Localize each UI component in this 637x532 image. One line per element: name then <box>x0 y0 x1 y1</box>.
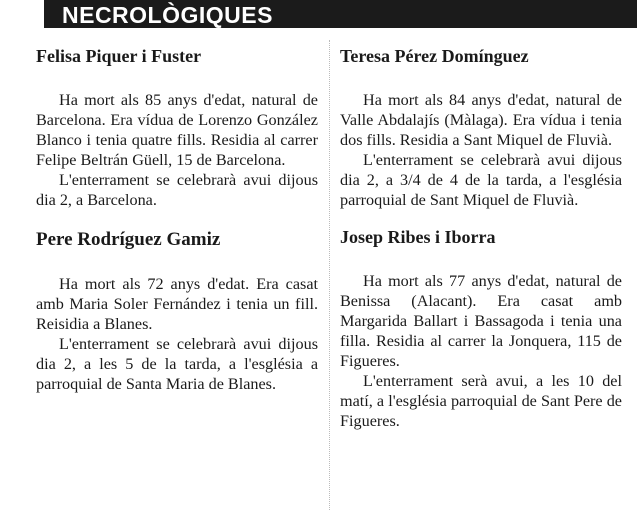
left-column <box>36 44 318 394</box>
obituary-name: Felisa Piquer i Fuster <box>36 46 202 66</box>
obituary-details: Ha mort als 72 anys d'edat. Era casat amb Maria Soler Fernández i tenia un fill. Reisidia a Blanes. <box>36 275 318 333</box>
obituary-name: Pere Rodríguez Gamiz <box>36 229 221 250</box>
obituary-entry <box>36 44 318 210</box>
obituary-name: Josep Ribes i Iborra <box>340 227 496 247</box>
obituary-details: Ha mort als 85 anys d'edat, natural de Barcelona. Era vídua de Lorenzo González Blanco i tenia quatre fills. Residia al carrer Felipe Beltrán Güell, 15 de Barcelona. <box>36 91 318 169</box>
obituary-details: Ha mort als 84 anys d'edat, natural de Valle Abdalajís (Màlaga). Era vídua i tenia dos fills. Residia a Sant Miquel de Fluvià. <box>340 91 622 149</box>
obituary-funeral: L'enterrament se celebrarà avui dijous dia 2, a Barcelona. <box>36 171 318 209</box>
obituary-entry <box>36 228 318 394</box>
obituary-details: Ha mort als 77 anys d'edat, natural de Benissa (Alacant). Era casat amb Margarida Ballart i Bassagoda i tenia una filla. Residia al carrer la Jonquera, 115 de Figueres. <box>340 272 622 370</box>
section-title: NECROLÒGIQUES <box>62 2 273 28</box>
obituary-funeral: L'enterrament se celebrarà avui dijous dia 2, a les 5 de la tarda, a l'església a parroquial de Santa Maria de Blanes. <box>36 335 318 393</box>
section-header-bar <box>44 0 637 28</box>
obituary-funeral: L'enterrament se celebrarà avui dijous dia 2, a 3/4 de 4 de la tarda, a l'església parroquial de Sant Miquel de Fluvià. <box>340 151 622 209</box>
right-column <box>340 44 622 431</box>
obituary-entry <box>340 225 622 431</box>
obituary-funeral: L'enterrament serà avui, a les 10 del matí, a l'església parroquial de Sant Pere de Figueres. <box>340 372 622 430</box>
column-divider <box>329 40 330 510</box>
obituary-name: Teresa Pérez Domínguez <box>340 46 529 66</box>
obituary-entry <box>340 44 622 210</box>
